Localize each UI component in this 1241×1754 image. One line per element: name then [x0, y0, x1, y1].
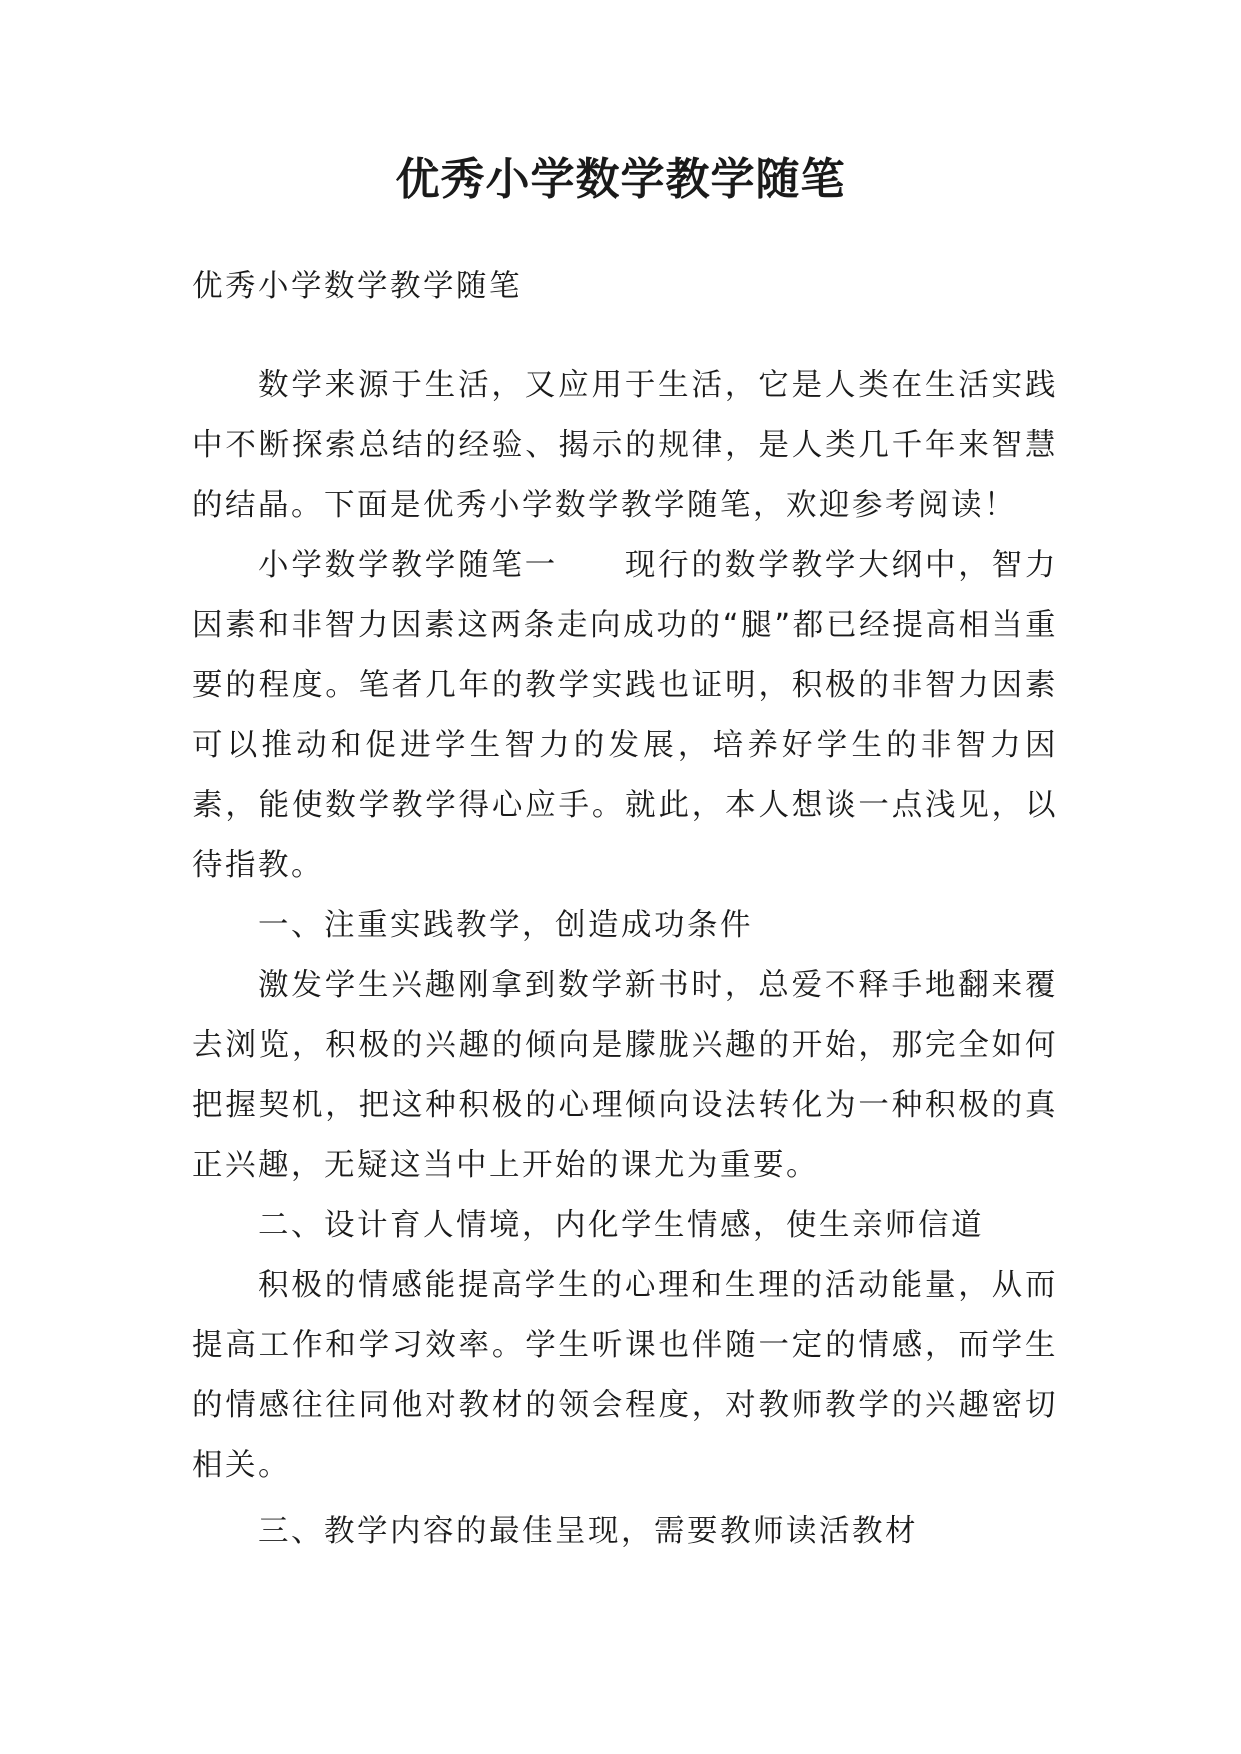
paragraph-section-two: 积极的情感能提高学生的心理和生理的活动能量，从而提高工作和学习效率。学生听课也伴随一定的情感，而学生的情感往往同他对教材的领会程度，对教师教学的兴趣密切相关。	[192, 1268, 1058, 1483]
paragraph-essay-one: 小学数学教学随笔一 现行的数学教学大纲中，智力因素和非智力因素这两条走向成功的“腿”都已经提高相当重要的程度。笔者几年的教学实践也证明，积极的非智力因素可以推动和促进学生智力的发展，培养好学生的非智力因素，能使数学教学得心应手。就此，本人想谈一点浅见，以待指教。	[192, 548, 1058, 883]
section-heading-two: 二、设计育人情境，内化学生情感，使生亲师信道	[258, 1208, 984, 1243]
document-body	[192, 356, 1058, 1562]
section-heading-three: 三、教学内容的最佳呈现，需要教师读活教材	[258, 1514, 918, 1549]
document-subtitle: 优秀小学数学教学随笔	[192, 269, 522, 304]
paragraph-intro: 数学来源于生活，又应用于生活，它是人类在生活实践中不断探索总结的经验、揭示的规律，是人类几千年来智慧的结晶。下面是优秀小学数学教学随笔，欢迎参考阅读！	[192, 368, 1058, 523]
paragraph-section-one: 激发学生兴趣刚拿到数学新书时，总爱不释手地翻来覆去浏览，积极的兴趣的倾向是朦胧兴趣的开始，那完全如何把握契机，把这种积极的心理倾向设法转化为一种积极的真正兴趣，无疑这当中上开始的课尤为重要。	[192, 968, 1058, 1183]
document-title: 优秀小学数学教学随笔	[395, 154, 846, 205]
section-heading-one: 一、注重实践教学，创造成功条件	[258, 908, 753, 943]
